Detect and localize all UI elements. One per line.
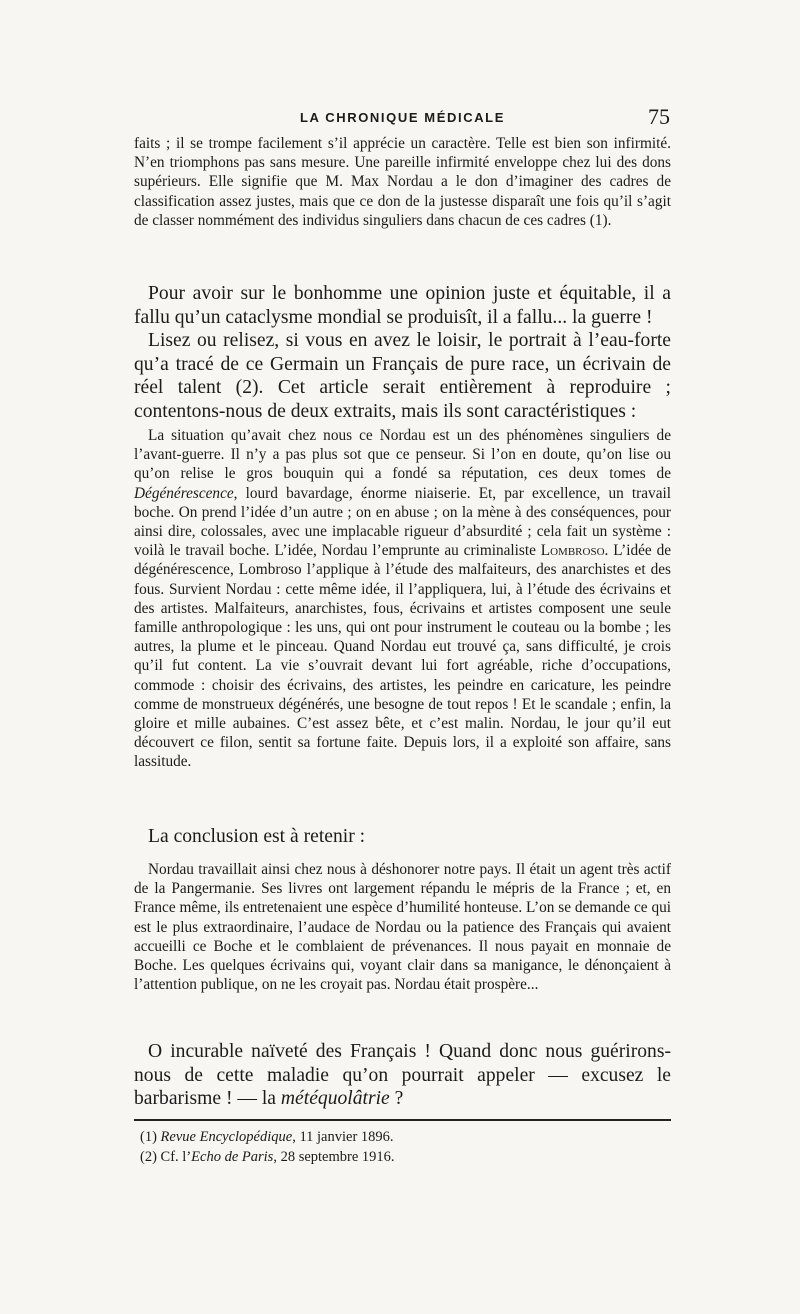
footnote-1-source: Revue Encyclopédique [160, 1129, 293, 1145]
footnote-1-number: (1) [140, 1129, 157, 1145]
quotation-1-text-a: La situation qu’avait chez nous ce Nordau est un des phénomènes singuliers de l’avant-guerre. Il n’y a pas plus sot que ce penseur. Si l’on en doute, qu’on lise ou qu’on relise le gros bouquin qui a fondé sa réputation, ces deux tomes de [134, 427, 671, 483]
paragraph-3: Lisez ou relisez, si vous en avez le loisir, le portrait à l’eau-forte qu’a tracé de ce Germain un Français de pure race, un écrivain de réel talent (2). Cet article serait entièrement à reproduire ; contentons-nous de deux extraits, mais ils sont caractéristiques : [134, 330, 671, 422]
paragraph-5-text-b: ? [389, 1088, 404, 1110]
footnote-1 [140, 1128, 660, 1146]
book-title-degenerescence: Dégénérescence [134, 484, 234, 502]
footnote-2-number: (2) [140, 1149, 157, 1165]
paragraph-4: La conclusion est à retenir : [148, 826, 366, 847]
journal-title: LA CHRONIQUE MÉDICALE [299, 110, 505, 125]
footnote-2-prefix: Cf. l’ [160, 1149, 192, 1165]
footnote-2-source: Echo de Paris [191, 1149, 274, 1165]
running-head [135, 104, 670, 130]
footnote-rule [134, 1119, 671, 1121]
term-metequolatrie: météquolâtrie [280, 1088, 390, 1110]
footnote-1-date: , 11 janvier 1896. [292, 1129, 394, 1145]
paragraph-1: faits ; il se trompe facilement s’il apprécie un caractère. Telle est bien son infirmité. N’en triomphons pas sans mesure. Une pareille infirmité enveloppe chez lui des dons supérieurs. Elle signifie que M. Max Nordau a le don d’imaginer des cadres de classification assez justes, mais que ce don de la justesse disparaît une fois qu’il s’agit de classer nommément des individus singuliers dans chacun de ces cadres (1). [134, 135, 671, 229]
quotation-1 [134, 426, 671, 772]
paragraph-2: Pour avoir sur le bonhomme une opinion juste et équitable, il a fallu qu’un cataclysme mondial se produisît, il a fallu... la guerre ! [134, 283, 671, 328]
footnote-2 [140, 1148, 660, 1166]
quotation-1-text-c: . L’idée de dégénérescence, Lombroso l’applique à l’étude des malfaiteurs, des anarchistes et des fous. Survient Nordau : cette même idée, il l’appliquera, lui, à l’étude des écrivains et des artistes. Malfaiteurs, anarchistes, fous, écrivains et artistes composent une seule famille anthropologique : les uns, qui ont pour instrument le couteau ou la bombe ; les autres, la plume et le pinceau. Quand Nordau eut trouvé ça, sans difficulté, je crois qu’il fut content. La vie s’ouvrait devant lui fort agréable, riche d’occupations, commode : choisir des écrivains, des artistes, les peindre en caricature, les peindre comme de monstrueux dégénérés, une besogne de tout repos ! Et le scandale ; enfin, la gloire et mille aubaines. C’est assez bête, et c’est malin. Nordau, le jour qu’il eut découvert ce filon, sentit sa fortune faite. Depuis lors, il a exploité son affaire, sans lassitude. [134, 542, 672, 771]
page-number: 75 [648, 104, 670, 129]
footnote-2-date: , 28 septembre 1916. [273, 1149, 395, 1165]
paragraph-5 [134, 1040, 671, 1111]
quotation-1-text-b: , lourd bavardage, énorme niaiserie. Et, par excellence, un travail boche. On prend l’idée d’un autre ; on en abuse ; on la mène à des conséquences, pour ainsi dire, colossales, avec une implacable rigueur d’absurdité ; cela fait un système : voilà le travail boche. L’idée, Nordau l’emprunte au criminaliste [134, 484, 671, 560]
paragraph-5-text-a: O incurable naïveté des Français ! Quand donc nous guérirons-nous de cette maladie qu’on pourrait appeler — excusez le barbarisme ! — la [134, 1041, 671, 1110]
author-name-lombroso: Lombroso [540, 542, 605, 560]
quotation-2: Nordau travaillait ainsi chez nous à déshonorer notre pays. Il était un agent très actif de la Pangermanie. Ses livres ont largement répandu le mépris de la France ; et, en France même, ils entretenaient une espèce d’humilité honteuse. L’on se demande ce qui est le plus extraordinaire, l’audace de Nordau ou la patience des Français qui avaient accueilli ce Boche et le comblaient de prévenances. Il nous payait en monnaie de Boche. Les quelques écrivains qui, voyant clair dans sa manigance, le dénonçaient à l’attention publique, on ne les croyait pas. Nordau était prospère... [134, 861, 671, 994]
